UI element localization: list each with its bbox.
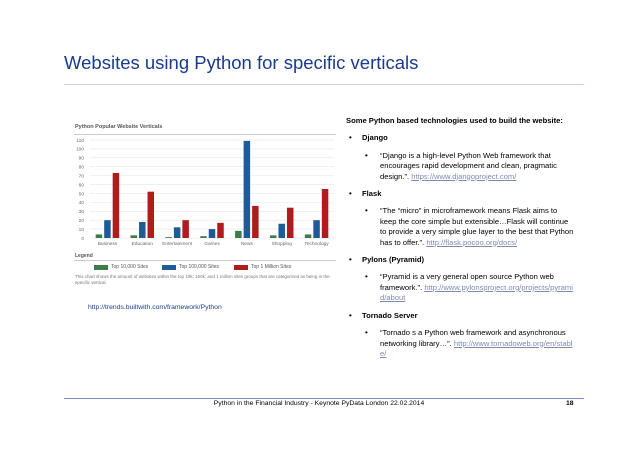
item-text: “Pyramid is a very general open source Python web framework.”. xyxy=(380,272,554,292)
list-subitem xyxy=(346,206,574,248)
item-text: “The “micro” in microframework means Flask aims to keep the core simple but extensible…Flask will continue to provide a very simple glue layer to the best that Python has to offer.”. xyxy=(380,206,574,247)
y-tick-label: 60 xyxy=(78,183,84,189)
chart-note: This chart shows the amount of websites within the top 10k; 100k; and 1 million sites groups that are categorized as being in the specific vertical. xyxy=(75,274,330,285)
y-tick-label: 70 xyxy=(78,174,84,180)
x-tick-label: Education xyxy=(131,242,153,247)
chart-panel xyxy=(64,116,338,301)
item-link[interactable]: http://flask.pocoo.org/docs/ xyxy=(426,237,518,247)
x-tick-label: News xyxy=(240,242,253,247)
y-tick-label: 110 xyxy=(76,138,84,144)
bar-shopping-0 xyxy=(270,235,277,238)
bullet-icon: • xyxy=(365,206,368,216)
list-subitem xyxy=(346,151,574,182)
page-number: 18 xyxy=(566,400,574,407)
list-subitem xyxy=(346,272,574,303)
list-item-flask xyxy=(346,189,574,199)
x-tick-label: Entertainment xyxy=(162,242,193,247)
item-link[interactable]: http://www.pylonsproject.org/projects/pyramid/about xyxy=(380,282,573,303)
technologies-list xyxy=(346,116,574,366)
legend-text: Top 10,000 Sites xyxy=(111,264,149,270)
bar-entertainment-2 xyxy=(182,220,189,238)
y-tick-label: 100 xyxy=(75,147,84,153)
bar-technology-2 xyxy=(322,189,329,238)
legend-item-top-10k xyxy=(94,264,148,270)
legend-divider xyxy=(74,260,336,261)
bar-education-1 xyxy=(139,222,146,238)
legend-text: Top 1 Million Sites xyxy=(251,264,292,270)
footer-text: Python in the Financial Industry - Keynote PyData London 22.02.2014 xyxy=(213,400,425,407)
list-item-pylons xyxy=(346,255,574,265)
legend-swatch xyxy=(94,265,108,270)
item-name: Flask xyxy=(362,189,382,199)
bar-business-0 xyxy=(96,234,103,238)
list-item-tornado xyxy=(346,311,574,321)
list-item-django xyxy=(346,133,574,143)
source-link[interactable]: http://trends.builtwith.com/framework/Python xyxy=(88,304,222,311)
bar-education-2 xyxy=(148,192,155,238)
bullet-icon: • xyxy=(365,328,368,338)
footer-divider xyxy=(64,398,584,399)
list-heading: Some Python based technologies used to build the website: xyxy=(346,116,563,125)
bar-business-2 xyxy=(113,173,120,238)
bar-education-0 xyxy=(131,235,138,238)
y-tick-label: 80 xyxy=(78,165,84,171)
legend-item-top-100k xyxy=(162,264,219,270)
bar-games-2 xyxy=(217,223,224,238)
bar-games-1 xyxy=(209,229,216,238)
y-tick-label: 20 xyxy=(78,218,84,224)
bar-news-1 xyxy=(244,141,251,238)
legend-label: Legend xyxy=(75,253,93,259)
bar-business-1 xyxy=(104,220,111,238)
bullet-icon: • xyxy=(349,255,352,265)
bar-news-0 xyxy=(235,231,242,238)
item-link[interactable]: http://www.tornadoweb.org/en/stable/ xyxy=(380,338,573,358)
chart-title: Python Popular Website Verticals xyxy=(75,124,163,130)
x-tick-label: Shopping xyxy=(271,242,292,247)
list-subitem xyxy=(346,328,574,359)
legend-item-top-1m xyxy=(234,264,291,270)
x-tick-label: Business xyxy=(97,242,118,247)
x-tick-label: Technology xyxy=(304,242,329,247)
bullet-icon: • xyxy=(365,150,368,160)
legend-swatch xyxy=(162,265,176,270)
y-tick-label: 50 xyxy=(78,192,84,198)
bullet-icon: • xyxy=(349,189,352,199)
slide-title: Websites using Python for specific verticals xyxy=(64,52,419,73)
item-name: Tornado Server xyxy=(362,310,418,320)
y-tick-label: 90 xyxy=(78,156,84,162)
title-divider xyxy=(64,84,584,85)
bullet-icon: • xyxy=(349,310,352,320)
item-link[interactable]: https://www.djangoproject.com/ xyxy=(411,171,517,181)
item-name: Django xyxy=(362,133,388,143)
x-tick-label: Games xyxy=(204,242,220,247)
legend-swatch xyxy=(234,265,248,270)
y-tick-label: 40 xyxy=(78,201,84,207)
bar-shopping-2 xyxy=(287,208,294,238)
bar-technology-0 xyxy=(305,234,312,238)
bullet-icon: • xyxy=(349,133,352,143)
legend-text: Top 100,000 Sites xyxy=(179,264,220,270)
bar-entertainment-1 xyxy=(174,227,181,238)
bullet-icon: • xyxy=(365,272,368,282)
item-name: Pylons (Pyramid) xyxy=(362,255,425,265)
bar-shopping-1 xyxy=(278,224,285,238)
bar-technology-1 xyxy=(313,220,320,238)
y-tick-label: 30 xyxy=(78,210,84,216)
bar-games-0 xyxy=(200,236,207,238)
bar-news-2 xyxy=(252,206,259,238)
y-tick-label: 0 xyxy=(81,236,84,242)
item-text: “Tornado s a Python web framework and asynchronous networking library…”. xyxy=(380,328,566,348)
y-tick-label: 10 xyxy=(78,227,84,233)
item-text: “Django is a high-level Python Web framework that encourages rapid development and clean, pragmatic design.”. xyxy=(380,150,557,181)
bar-entertainment-0 xyxy=(165,237,172,238)
